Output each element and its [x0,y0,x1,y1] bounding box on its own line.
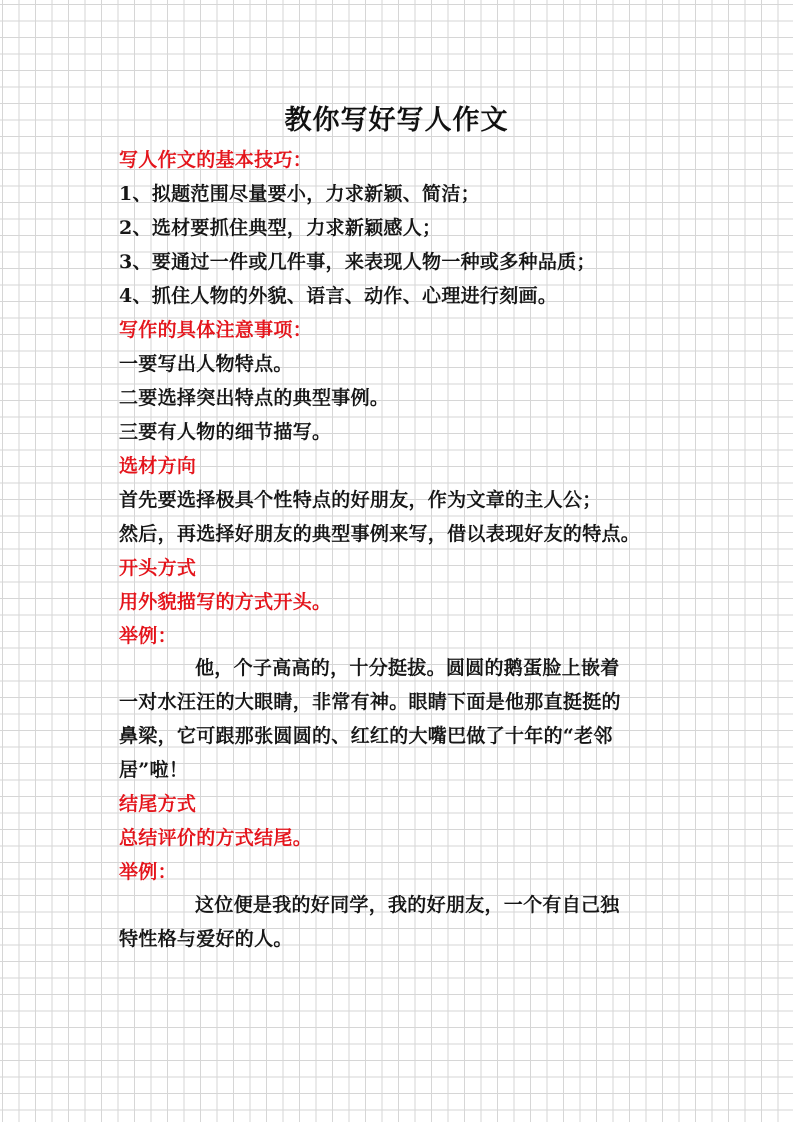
section-heading-basic-skills: 写人作文的基本技巧： [119,149,313,171]
ending-method: 总结评价的方式结尾。 [119,827,313,849]
basic-skill-item-4: 4、抓住人物的外貌、语言、动作、心理进行刻画。 [119,285,558,307]
opening-example-line-2: 一对水汪汪的大眼睛，非常有神。眼睛下面是他那直挺挺的 [119,691,621,713]
note-item-1: 一要写出人物特点。 [119,353,293,375]
ending-example-line-1: 这位便是我的好同学，我的好朋友，一个有自己独 [195,894,620,916]
basic-skill-item-2: 2、选材要抓住典型，力求新颖感人； [119,217,442,239]
ending-example-line-2: 特性格与爱好的人。 [119,928,293,950]
section-heading-notes: 写作的具体注意事项： [119,319,313,341]
opening-example-line-1: 他，个子高高的，十分挺拔。圆圆的鹅蛋脸上嵌着 [195,657,620,679]
opening-example-label: 举例： [119,625,177,647]
opening-example-line-3: 鼻梁，它可跟那张圆圆的、红红的大嘴巴做了十年的“老邻 [119,725,613,747]
section-heading-opening: 开头方式 [119,557,197,579]
basic-skill-item-3: 3、要通过一件或几件事，来表现人物一种或多种品质； [119,251,596,273]
note-item-3: 三要有人物的细节描写。 [119,421,332,443]
opening-example-line-4: 居”啦！ [119,759,189,781]
section-heading-material: 选材方向 [119,455,197,477]
material-line-2: 然后，再选择好朋友的典型事例来写，借以表现好友的特点。 [119,523,641,545]
ending-example-label: 举例： [119,861,177,883]
material-line-1: 首先要选择极具个性特点的好朋友，作为文章的主人公； [119,489,602,511]
page-title: 教你写好写人作文 [284,105,509,136]
note-item-2: 二要选择突出特点的典型事例。 [119,387,390,409]
basic-skill-item-1: 1、拟题范围尽量要小，力求新颖、简洁； [119,183,480,205]
section-heading-ending: 结尾方式 [119,793,197,815]
opening-method: 用外貌描写的方式开头。 [119,591,332,613]
